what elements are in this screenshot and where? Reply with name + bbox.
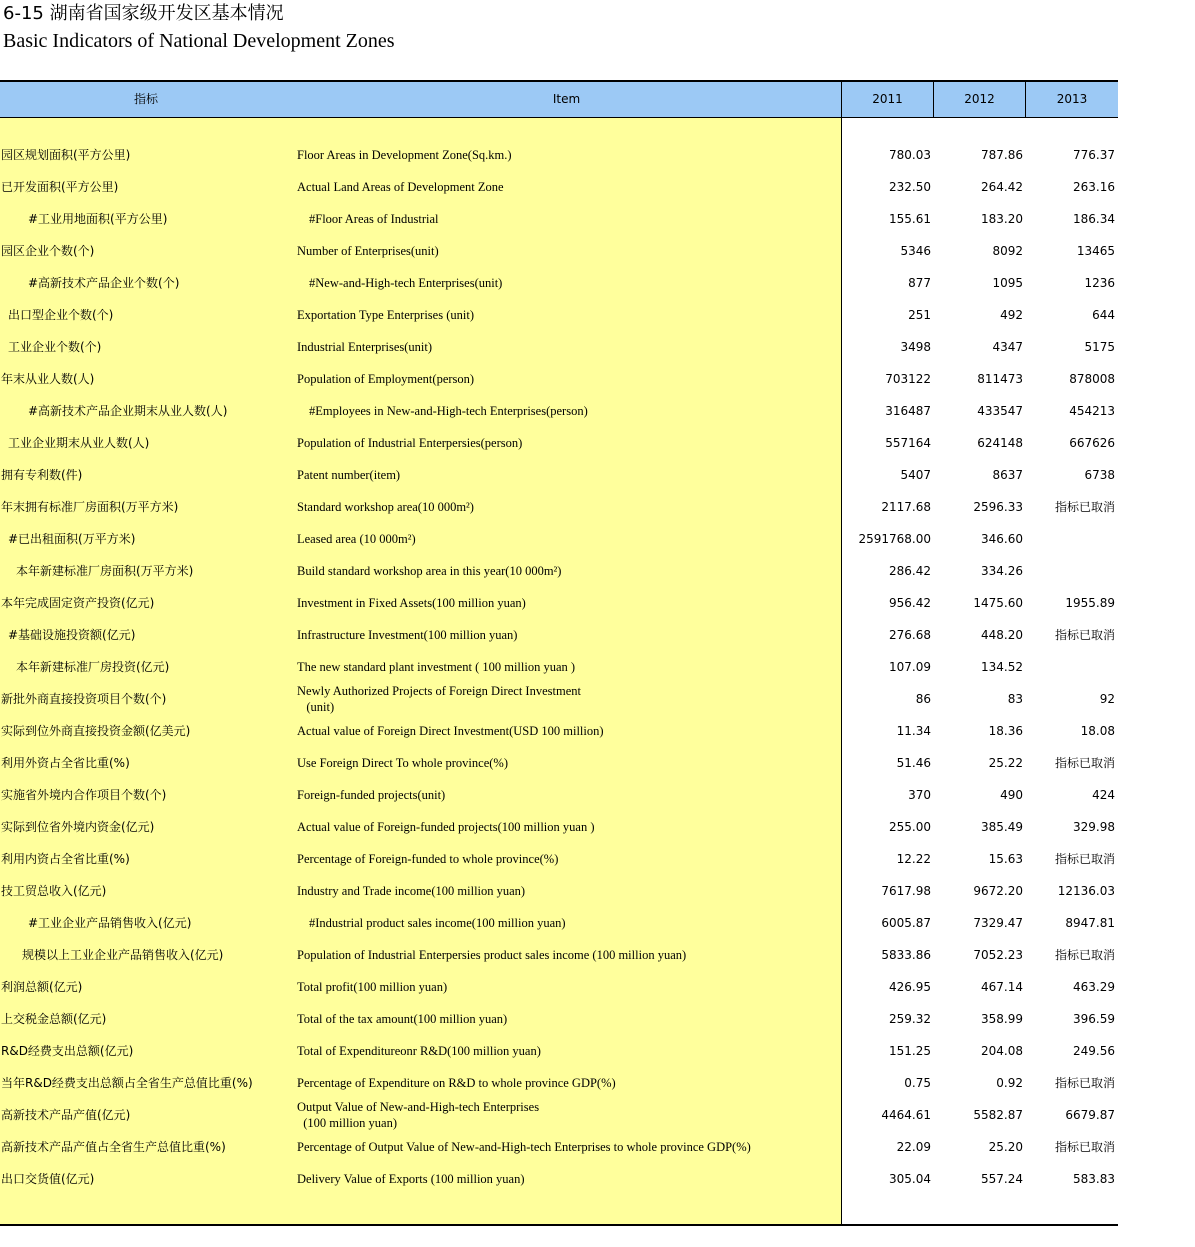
row-label-cn: 年末拥有标准厂房面积(万平方米) <box>1 500 179 514</box>
table-row <box>0 1003 1118 1035</box>
value-2013: 583.83 <box>1073 1172 1115 1186</box>
value-2011: 3498 <box>900 340 931 354</box>
table-row <box>0 1099 1118 1131</box>
table-row <box>0 267 1118 299</box>
row-label-en: Total profit(100 million yuan) <box>297 980 448 994</box>
table-title-chinese: 6-15 湖南省国家级开发区基本情况 <box>3 3 284 24</box>
row-label-cn: #高新技术产品企业个数(个) <box>28 276 180 290</box>
row-label-cn: 规模以上工业企业产品销售收入(亿元) <box>22 948 224 962</box>
table-title-english: Basic Indicators of National Development Zones <box>3 30 395 52</box>
value-2012: 2596.33 <box>973 500 1023 514</box>
row-label-en: #Industrial product sales income(100 million yuan) <box>309 916 566 930</box>
value-2012: 492 <box>1000 308 1023 322</box>
value-2012: 0.92 <box>996 1076 1023 1090</box>
value-2011: 155.61 <box>889 212 931 226</box>
row-label-en: Percentage of Foreign-funded to whole province(%) <box>297 852 559 866</box>
value-2012: 1475.60 <box>973 596 1023 610</box>
value-2013: 13465 <box>1076 244 1115 258</box>
value-2013: 463.29 <box>1073 980 1115 994</box>
value-2012: 83 <box>1007 692 1023 706</box>
row-label-cn: 当年R&D经费支出总额占全省生产总值比重(%) <box>1 1076 253 1090</box>
row-label-cn: 本年完成固定资产投资(亿元) <box>1 596 155 610</box>
header-year-2011: 2011 <box>842 82 933 117</box>
row-label-cn: 高新技术产品产值(亿元) <box>1 1108 131 1122</box>
row-label-cn: #高新技术产品企业期末从业人数(人) <box>28 404 228 418</box>
row-label-cn: 实际到位省外境内资金(亿元) <box>1 820 155 834</box>
value-2011: 4464.61 <box>881 1108 931 1122</box>
value-2013: 263.16 <box>1073 180 1115 194</box>
value-2013: 8947.81 <box>1065 916 1115 930</box>
value-2013: 396.59 <box>1073 1012 1115 1026</box>
row-label-en: Leased area (10 000m²) <box>297 532 416 546</box>
row-label-cn: #已出租面积(万平方米) <box>8 532 136 546</box>
value-2011: 5407 <box>900 468 931 482</box>
table-header <box>0 82 1118 118</box>
value-2013: 12136.03 <box>1057 884 1115 898</box>
row-label-cn: 出口交货值(亿元) <box>1 1172 95 1186</box>
value-2011: 22.09 <box>896 1140 931 1154</box>
value-2012: 433547 <box>977 404 1023 418</box>
value-2011: 956.42 <box>889 596 931 610</box>
header-indicator-cn: 指标 <box>0 82 292 117</box>
row-label-cn: 年末从业人数(人) <box>1 372 95 386</box>
value-2013: 644 <box>1092 308 1115 322</box>
row-label-en: Newly Authorized Projects of Foreign Direct Investment (unit) <box>297 684 581 714</box>
row-label-cn: 利润总额(亿元) <box>1 980 83 994</box>
value-2013: 1955.89 <box>1065 596 1115 610</box>
value-2011: 259.32 <box>889 1012 931 1026</box>
value-2013: 指标已取消 <box>1054 756 1115 770</box>
value-2012: 358.99 <box>981 1012 1023 1026</box>
value-2012: 5582.87 <box>973 1108 1023 1122</box>
row-label-cn: #工业企业产品销售收入(亿元) <box>28 916 192 930</box>
value-2011: 305.04 <box>889 1172 931 1186</box>
value-2012: 811473 <box>977 372 1023 386</box>
value-2012: 787.86 <box>981 148 1023 162</box>
value-2011: 7617.98 <box>881 884 931 898</box>
row-label-en: Total of Expenditureonr R&D(100 million yuan) <box>297 1044 541 1058</box>
value-2013: 92 <box>1099 692 1115 706</box>
value-2012: 7052.23 <box>973 948 1023 962</box>
value-2013: 5175 <box>1084 340 1115 354</box>
row-label-en: Standard workshop area(10 000m²) <box>297 500 474 514</box>
value-2012: 18.36 <box>988 724 1023 738</box>
value-2011: 370 <box>908 788 931 802</box>
row-label-en: Population of Employment(person) <box>297 372 475 386</box>
value-2013: 18.08 <box>1080 724 1115 738</box>
header-item: Item <box>292 82 841 117</box>
value-2011: 255.00 <box>889 820 931 834</box>
table-row <box>0 1131 1118 1163</box>
value-2012: 490 <box>1000 788 1023 802</box>
value-2012: 9672.20 <box>973 884 1023 898</box>
value-2011: 6005.87 <box>881 916 931 930</box>
row-label-cn: 利用内资占全省比重(%) <box>1 852 130 866</box>
table-row <box>0 939 1118 971</box>
header-year-2012: 2012 <box>934 82 1025 117</box>
row-label-cn: 工业企业个数(个) <box>8 340 102 354</box>
statistics-table <box>0 80 1118 1226</box>
value-2013: 指标已取消 <box>1054 500 1115 514</box>
row-label-cn: 高新技术产品产值占全省生产总值比重(%) <box>1 1140 226 1154</box>
value-2013 <box>1026 523 1115 555</box>
row-label-cn: 拥有专利数(件) <box>1 468 83 482</box>
row-label-cn: #工业用地面积(平方公里) <box>28 212 168 226</box>
value-2011: 51.46 <box>896 756 931 770</box>
value-2013: 指标已取消 <box>1054 1140 1115 1154</box>
row-label-en: Percentage of Output Value of New-and-High-tech Enterprises to whole province GDP(%) <box>297 1140 751 1154</box>
row-label-cn: 已开发面积(平方公里) <box>1 180 119 194</box>
value-2013: 776.37 <box>1073 148 1115 162</box>
table-row <box>0 683 1118 715</box>
table-row <box>0 811 1118 843</box>
row-label-en: Foreign-funded projects(unit) <box>297 788 446 802</box>
value-2013: 454213 <box>1069 404 1115 418</box>
table-row <box>0 491 1118 523</box>
row-label-en: The new standard plant investment ( 100 million yuan ) <box>297 660 576 674</box>
value-2013: 指标已取消 <box>1054 948 1115 962</box>
value-2012: 1095 <box>992 276 1023 290</box>
value-2013: 指标已取消 <box>1054 628 1115 642</box>
row-label-cn: 本年新建标准厂房投资(亿元) <box>16 660 170 674</box>
value-2012: 25.22 <box>988 756 1023 770</box>
row-label-en: Population of Industrial Enterpersies product sales income (100 million yuan) <box>297 948 687 962</box>
row-label-cn: R&D经费支出总额(亿元) <box>1 1044 134 1058</box>
row-label-en: Patent number(item) <box>297 468 401 482</box>
row-label-cn: 实施省外境内合作项目个数(个) <box>1 788 167 802</box>
row-label-en: Floor Areas in Development Zone(Sq.km.) <box>297 148 512 162</box>
row-label-en: Actual value of Foreign-funded projects(100 million yuan ) <box>297 820 595 834</box>
table-row <box>0 139 1118 171</box>
value-2011: 5346 <box>900 244 931 258</box>
value-2011: 151.25 <box>889 1044 931 1058</box>
row-label-en: Exportation Type Enterprises (unit) <box>297 308 474 322</box>
row-label-cn: #基础设施投资额(亿元) <box>8 628 136 642</box>
value-2013: 878008 <box>1069 372 1115 386</box>
value-2012: 385.49 <box>981 820 1023 834</box>
value-2012: 624148 <box>977 436 1023 450</box>
row-label-cn: 技工贸总收入(亿元) <box>1 884 107 898</box>
table-row <box>0 395 1118 427</box>
value-2011: 2591768.00 <box>858 532 931 546</box>
value-2011: 11.34 <box>896 724 931 738</box>
value-2013: 667626 <box>1069 436 1115 450</box>
table-row <box>0 235 1118 267</box>
value-2011: 86 <box>915 692 931 706</box>
row-label-cn: 实际到位外商直接投资金额(亿美元) <box>1 724 191 738</box>
table-row <box>0 1163 1118 1195</box>
value-2013 <box>1026 651 1115 683</box>
value-2012: 346.60 <box>981 532 1023 546</box>
value-2011: 557164 <box>885 436 931 450</box>
table-row <box>0 331 1118 363</box>
value-2012: 264.42 <box>981 180 1023 194</box>
row-label-en: Use Foreign Direct To whole province(%) <box>297 756 508 770</box>
value-2012: 557.24 <box>981 1172 1023 1186</box>
table-row <box>0 651 1118 683</box>
value-2013 <box>1026 555 1115 587</box>
row-label-en: #Employees in New-and-High-tech Enterprises(person) <box>309 404 588 418</box>
value-2011: 107.09 <box>889 660 931 674</box>
row-label-en: Infrastructure Investment(100 million yuan) <box>297 628 518 642</box>
header-year-2013: 2013 <box>1026 82 1118 117</box>
row-label-cn: 园区规划面积(平方公里) <box>1 148 131 162</box>
value-2011: 232.50 <box>889 180 931 194</box>
value-2012: 183.20 <box>981 212 1023 226</box>
value-2013: 424 <box>1092 788 1115 802</box>
table-row <box>0 747 1118 779</box>
row-label-en: Output Value of New-and-High-tech Enterprises (100 million yuan) <box>297 1100 540 1130</box>
value-2012: 448.20 <box>981 628 1023 642</box>
row-label-en: Population of Industrial Enterpersies(person) <box>297 436 523 450</box>
value-2013: 249.56 <box>1073 1044 1115 1058</box>
table-row <box>0 363 1118 395</box>
row-label-cn: 工业企业期末从业人数(人) <box>8 436 150 450</box>
value-2012: 204.08 <box>981 1044 1023 1058</box>
row-label-cn: 园区企业个数(个) <box>1 244 95 258</box>
value-2011: 877 <box>908 276 931 290</box>
table-row <box>0 171 1118 203</box>
row-label-cn: 出口型企业个数(个) <box>8 308 114 322</box>
value-2011: 316487 <box>885 404 931 418</box>
row-label-en: #New-and-High-tech Enterprises(unit) <box>309 276 503 290</box>
table-row <box>0 555 1118 587</box>
row-label-cn: 上交税金总额(亿元) <box>1 1012 107 1026</box>
row-label-en: Actual Land Areas of Development Zone <box>297 180 504 194</box>
value-2011: 5833.86 <box>881 948 931 962</box>
value-2013: 指标已取消 <box>1054 852 1115 866</box>
table-row <box>0 427 1118 459</box>
value-2011: 12.22 <box>896 852 931 866</box>
table-row <box>0 971 1118 1003</box>
value-2013: 6679.87 <box>1065 1108 1115 1122</box>
value-2013: 6738 <box>1084 468 1115 482</box>
row-label-cn: 新批外商直接投资项目个数(个) <box>1 692 167 706</box>
value-2013: 指标已取消 <box>1054 1076 1115 1090</box>
table-row <box>0 203 1118 235</box>
value-2012: 4347 <box>992 340 1023 354</box>
value-2012: 25.20 <box>988 1140 1023 1154</box>
table-row <box>0 907 1118 939</box>
table-row <box>0 715 1118 747</box>
value-2011: 703122 <box>885 372 931 386</box>
value-2011: 426.95 <box>889 980 931 994</box>
value-2012: 467.14 <box>981 980 1023 994</box>
value-2013: 1236 <box>1084 276 1115 290</box>
value-2011: 276.68 <box>889 628 931 642</box>
row-label-en: Total of the tax amount(100 million yuan) <box>297 1012 508 1026</box>
row-label-en: Investment in Fixed Assets(100 million yuan) <box>297 596 526 610</box>
value-2012: 15.63 <box>988 852 1023 866</box>
value-2011: 0.75 <box>904 1076 931 1090</box>
row-label-en: Number of Enterprises(unit) <box>297 244 439 258</box>
value-2012: 134.52 <box>981 660 1023 674</box>
table-row <box>0 1035 1118 1067</box>
row-label-cn: 本年新建标准厂房面积(万平方米) <box>16 564 194 578</box>
row-label-en: Actual value of Foreign Direct Investment(USD 100 million) <box>297 724 604 738</box>
value-2013: 186.34 <box>1073 212 1115 226</box>
table-row <box>0 843 1118 875</box>
value-2011: 780.03 <box>889 148 931 162</box>
table-row <box>0 459 1118 491</box>
value-2011: 251 <box>908 308 931 322</box>
row-label-cn: 利用外资占全省比重(%) <box>1 756 130 770</box>
value-2013: 329.98 <box>1073 820 1115 834</box>
value-2012: 8637 <box>992 468 1023 482</box>
row-label-en: Build standard workshop area in this year(10 000m²) <box>297 564 562 578</box>
table-row <box>0 299 1118 331</box>
table-row <box>0 779 1118 811</box>
table-row <box>0 1067 1118 1099</box>
value-2012: 7329.47 <box>973 916 1023 930</box>
value-2012: 8092 <box>992 244 1023 258</box>
row-label-en: Industry and Trade income(100 million yuan) <box>297 884 526 898</box>
row-label-en: Industrial Enterprises(unit) <box>297 340 433 354</box>
table-row <box>0 587 1118 619</box>
table-row <box>0 619 1118 651</box>
row-label-en: #Floor Areas of Industrial <box>309 212 439 226</box>
row-label-en: Delivery Value of Exports (100 million yuan) <box>297 1172 525 1186</box>
table-row <box>0 875 1118 907</box>
table-row <box>0 523 1118 555</box>
value-2011: 2117.68 <box>881 500 931 514</box>
row-label-en: Percentage of Expenditure on R&D to whole province GDP(%) <box>297 1076 616 1090</box>
value-2012: 334.26 <box>981 564 1023 578</box>
value-2011: 286.42 <box>889 564 931 578</box>
